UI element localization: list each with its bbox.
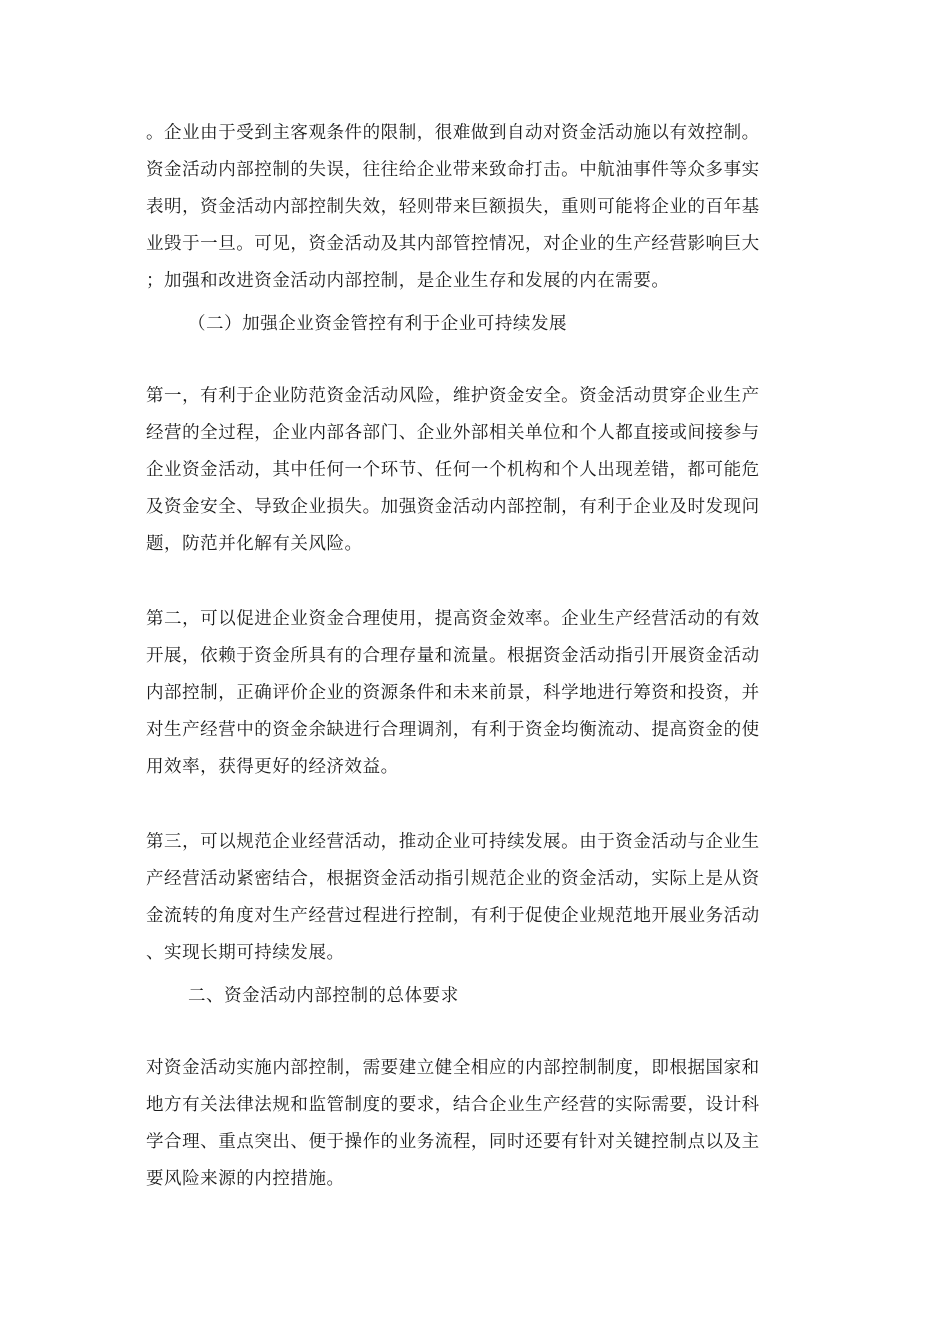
point-two-line-4: 对生产经营中的资金余缺进行合理调剂，有利于资金均衡流动、提高资金的使 [146, 720, 760, 740]
point-two-line-2: 开展，依赖于资金所具有的合理存量和流量。根据资金活动指引开展资金活动 [146, 646, 760, 666]
point-one-line-5: 题，防范并化解有关风险。 [146, 534, 363, 554]
point-two-line-3: 内部控制，正确评价企业的资源条件和未来前景，科学地进行筹资和投资，并 [146, 683, 760, 703]
intro-line-4: 业毁于一旦。可见，资金活动及其内部管控情况，对企业的生产经营影响巨大 [146, 234, 760, 254]
intro-line-1: 。企业由于受到主客观条件的限制，很难做到自动对资金活动施以有效控制。 [146, 123, 760, 143]
intro-line-3: 表明，资金活动内部控制失效，轻则带来巨额损失，重则可能将企业的百年基 [146, 197, 760, 217]
section-two-line-1: 对资金活动实施内部控制，需要建立健全相应的内部控制制度，即根据国家和 [146, 1058, 760, 1078]
point-two-line-5: 用效率，获得更好的经济效益。 [146, 757, 399, 777]
section-heading-two: （二）加强企业资金管控有利于企业可持续发展 [188, 314, 568, 334]
point-two-line-1: 第二，可以促进企业资金合理使用，提高资金效率。企业生产经营活动的有效 [146, 609, 760, 629]
point-one-line-3: 企业资金活动，其中任何一个环节、任何一个机构和个人出现差错，都可能危 [146, 460, 760, 480]
point-one-line-4: 及资金安全、导致企业损失。加强资金活动内部控制，有利于企业及时发现问 [146, 497, 760, 517]
point-three-line-2: 产经营活动紧密结合，根据资金活动指引规范企业的资金活动，实际上是从资 [146, 869, 760, 889]
point-three-line-4: 、实现长期可持续发展。 [146, 943, 345, 963]
intro-line-5: ；加强和改进资金活动内部控制，是企业生存和发展的内在需要。 [146, 271, 670, 291]
intro-line-2: 资金活动内部控制的失误，往往给企业带来致命打击。中航油事件等众多事实 [146, 160, 760, 180]
point-three-line-1: 第三，可以规范企业经营活动，推动企业可持续发展。由于资金活动与企业生 [146, 832, 760, 852]
point-three-line-3: 金流转的角度对生产经营过程进行控制，有利于促使企业规范地开展业务活动 [146, 906, 760, 926]
section-two-line-2: 地方有关法律法规和监管制度的要求，结合企业生产经营的实际需要，设计科 [146, 1095, 760, 1115]
point-one-line-2: 经营的全过程，企业内部各部门、企业外部相关单位和个人都直接或间接参与 [146, 423, 760, 443]
point-one-line-1: 第一，有利于企业防范资金活动风险，维护资金安全。资金活动贯穿企业生产 [146, 386, 760, 406]
section-two-line-4: 要风险来源的内控措施。 [146, 1169, 345, 1189]
section-two-line-3: 学合理、重点突出、便于操作的业务流程，同时还要有针对关键控制点以及主 [146, 1132, 760, 1152]
section-two-heading: 二、资金活动内部控制的总体要求 [188, 986, 459, 1006]
